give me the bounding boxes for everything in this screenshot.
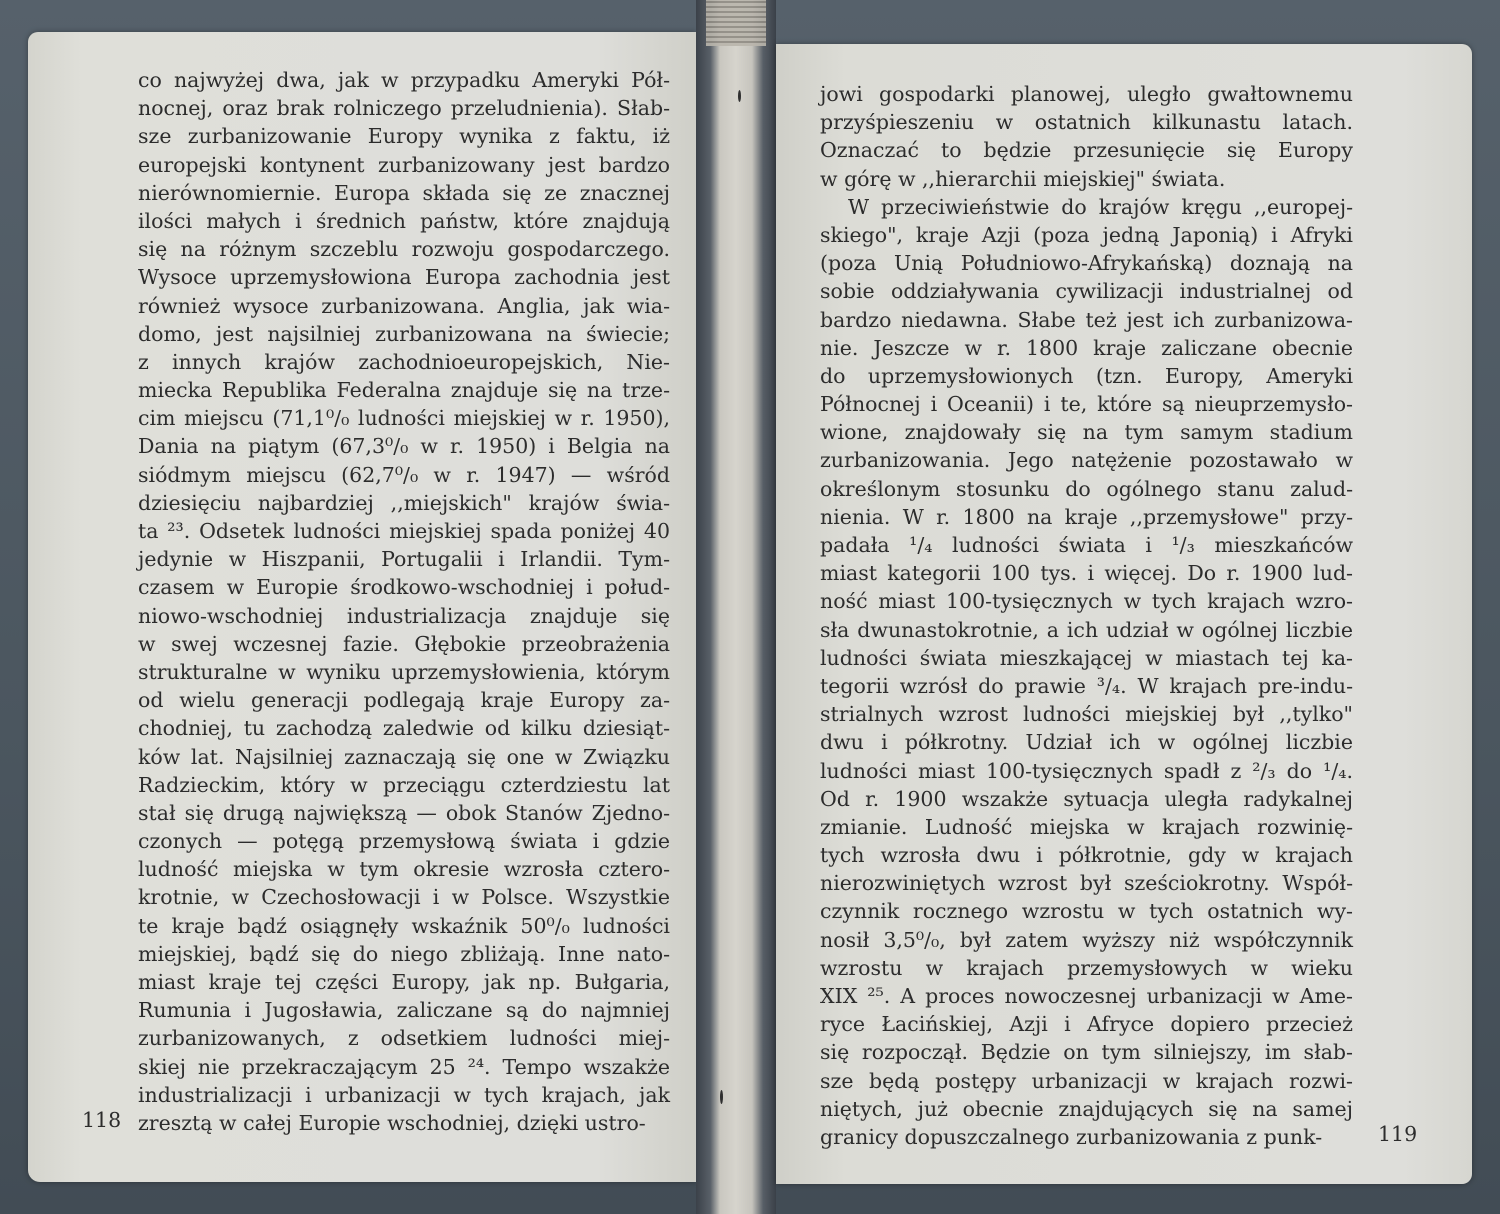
right-page-text-line: Północnej i Oceanii) i te, które są nieuprzemysło- [820, 392, 1353, 417]
left-page-text-line: te kraje bądź osiągnęły wskaźnik 50⁰/₀ ludności [138, 913, 670, 938]
left-page-text-line: siódmym miejscu (62,7⁰/₀ w r. 1947) — wśród [138, 462, 670, 487]
right-page-text-line: ność miast 100-tysięcznych w tych krajach wzro- [820, 589, 1353, 614]
right-page-text-line: do uprzemysłowionych (tzn. Europy, Ameryki [820, 363, 1353, 388]
left-page-text-line: cim miejscu (71,1⁰/₀ ludności miejskiej w r. 1950), [138, 406, 670, 431]
left-page-text-line: miast kraje tej części Europy, jak np. Bułgaria, [138, 970, 670, 994]
left-page-text-line: również wysoce zurbanizowana. Anglia, jak wia- [138, 293, 670, 318]
right-page-text-line: ryce Łacińskiej, Azji i Afryce dopiero przecież [820, 1012, 1353, 1037]
right-page-text-line: Oznaczać to będzie przesunięcie się Europy [820, 138, 1353, 163]
book-spine [696, 0, 776, 1214]
right-page-text-line: tych wzrosła dwu i półkrotnie, gdy w krajach [820, 843, 1353, 868]
right-page-text-line: (poza Unią Południowo-Afrykańską) doznają na [820, 251, 1353, 276]
left-page-text-line: zresztą w całej Europie wschodniej, dzięki ustro- [138, 1110, 646, 1135]
left-page-text-line: krotnie, w Czechosłowacji i w Polsce. Wszystkie [138, 885, 670, 910]
right-page-text-line: bardzo niedawna. Słabe też jest ich zurbanizowa- [820, 307, 1353, 332]
left-page-text-line: miejskiej, bądź się do niego zbliżają. Inne nato- [138, 941, 670, 966]
spine-mark [738, 90, 741, 102]
right-page-text-line: określonym stosunku do ogólnego stanu zalud- [820, 476, 1353, 501]
right-page-text-line: w górę w ,,hierarchii miejskiej" świata. [820, 166, 1226, 191]
right-page-text-line: miast kategorii 100 tys. i więcej. Do r. 1900 lud- [820, 561, 1353, 586]
left-page-text-line: zurbanizowanych, z odsetkiem ludności miej- [138, 1026, 670, 1051]
left-page-text-line: co najwyżej dwa, jak w przypadku Ameryki Pół- [138, 68, 670, 92]
right-page-text-line: jowi gospodarki planowej, uległo gwałtownemu [820, 82, 1353, 106]
right-page-text-line: zmianie. Ludność miejska w krajach rozwinię- [820, 814, 1353, 839]
right-page-text-line: wzrostu w krajach przemysłowych w wieku [820, 955, 1353, 980]
left-page-text-line: stał się drugą największą — obok Stanów Zjedno- [138, 800, 670, 825]
left-page-text-line: miecka Republika Federalna znajduje się na trze- [138, 378, 670, 403]
right-page-text-line: niętych, już obecnie znajdujących się na samej [820, 1096, 1353, 1121]
right-page-text-line: strialnych wzrost ludności miejskiej był ,,tylko" [820, 702, 1353, 727]
left-page-text-line: z innych krajów zachodnioeuropejskich, Nie- [138, 349, 670, 374]
left-page-text-line: strukturalne w wyniku uprzemysłowienia, którym [138, 659, 670, 684]
right-page-text-line: nosił 3,5⁰/₀, był zatem wyższy niż współczynnik [820, 927, 1353, 952]
left-page-text-column [138, 66, 670, 1137]
left-page-number: 118 [82, 1108, 122, 1132]
right-page-text-line: sze będą postępy urbanizacji w krajach rozwi- [820, 1068, 1353, 1093]
right-page-text-line: nienia. W r. 1800 na kraje ,,przemysłowe" przy- [820, 504, 1353, 529]
left-page-text-line: nierównomiernie. Europa składa się ze znacznej [138, 180, 670, 205]
right-page-text-line: ludności świata mieszkającej w miastach tej ka- [820, 645, 1353, 670]
left-page-text-line: w swej wczesnej fazie. Głębokie przeobrażenia [138, 631, 670, 656]
left-page-text-line: czonych — potęgą przemysłową świata i gdzie [138, 829, 670, 854]
left-page-text-line: niowo-wschodniej industrializacja znajduje się [138, 603, 670, 628]
left-page-text-line: ków lat. Najsilniej zaznaczają się one w Związku [138, 744, 670, 769]
left-page-text-line: ta ²³. Odsetek ludności miejskiej spada poniżej 40 [138, 519, 670, 543]
left-page-text-line: się na różnym szczeblu rozwoju gospodarczego. [138, 237, 670, 262]
right-page-text-line: sobie oddziaływania cywilizacji industrialnej od [820, 279, 1353, 304]
right-page-text-line: skiego", kraje Azji (poza jedną Japonią) i Afryki [820, 222, 1353, 247]
right-page-text-line: ludności miast 100-tysięcznych spadł z ²/₃ do ¹/₄. [820, 758, 1353, 783]
right-page-text-line: dwu i półkrotny. Udział ich w ogólnej liczbie [820, 730, 1353, 755]
right-page-text-line: sła dwunastokrotnie, a ich udział w ogólnej liczbie [820, 617, 1353, 642]
left-page-text-line: Wysoce uprzemysłowiona Europa zachodnia jest [138, 265, 670, 290]
left-page-text-line: Dania na piątym (67,3⁰/₀ w r. 1950) i Belgia na [138, 434, 670, 459]
left-page-text-line: dziesięciu najbardziej ,,miejskich" krajów świa- [138, 490, 670, 515]
left-page-text-line: nocnej, oraz brak rolniczego przeludnienia). Słab- [138, 96, 670, 121]
right-page-text-line: tegorii wzrósł do prawie ³/₄. W krajach pre-indu- [820, 673, 1353, 698]
left-page-text-line: chodniej, tu zachodzą zaledwie od kilku dziesiąt- [138, 716, 670, 741]
left-page-text-line: ludność miejska w tym okresie wzrosła cztero- [138, 857, 670, 882]
spine-mark [720, 1090, 723, 1104]
right-page-text-line: zurbanizowania. Jego natężenie pozostawało w [820, 448, 1353, 473]
right-page-text-line: czynnik rocznego wzrostu w tych ostatnich wy- [820, 899, 1353, 924]
left-page-text-line: od wielu generacji podlegają kraje Europy za- [138, 688, 670, 713]
right-page-text-line: granicy dopuszczalnego zurbanizowania z punk- [820, 1124, 1323, 1149]
right-page-text-line: nie. Jeszcze w r. 1800 kraje zaliczane obecnie [820, 335, 1353, 360]
right-page-text-line: XIX ²⁵. A proces nowoczesnej urbanizacji w Ame- [820, 984, 1353, 1008]
left-page-text-line: domo, jest najsilniej zurbanizowana na świecie; [138, 321, 670, 346]
right-page-text-line: przyśpieszeniu w ostatnich kilkunastu latach. [820, 110, 1353, 135]
left-page-text-line: sze zurbanizowanie Europy wynika z faktu, iż [138, 124, 670, 149]
right-page-number: 119 [1378, 1122, 1418, 1146]
right-page-text-column [820, 80, 1353, 1151]
right-page-text-line: padała ¹/₄ ludności świata i ¹/₃ mieszkańców [820, 533, 1353, 557]
left-page-text-line: jedynie w Hiszpanii, Portugalii i Irlandii. Tym- [138, 547, 670, 572]
right-page-text-line: nierozwiniętych wzrost był sześciokrotny. Współ- [820, 871, 1353, 896]
right-page-text-line: wione, znajdowały się na tym samym stadium [820, 420, 1353, 445]
left-page-text-line: industrializacji i urbanizacji w tych krajach, jak [138, 1082, 670, 1107]
spine-binding-thread [706, 0, 766, 46]
right-page-text-line: W przeciwieństwie do krajów kręgu ,,europej- [848, 194, 1353, 219]
right-page-text-line: się rozpoczął. Będzie on tym silniejszy, im słab- [820, 1040, 1353, 1065]
left-page-text-line: Radzieckim, który w przeciągu czterdziestu lat [138, 772, 670, 797]
right-page-text-line: Od r. 1900 wszakże sytuacja uległa radykalnej [820, 786, 1353, 811]
left-page-text-line: ilości małych i średnich państw, które znajdują [138, 208, 670, 233]
left-page-text-line: skiej nie przekraczającym 25 ²⁴. Tempo wszakże [138, 1054, 670, 1079]
left-page-text-line: czasem w Europie środkowo-wschodniej i połud- [138, 575, 670, 600]
left-page-text-line: Rumunia i Jugosławia, zaliczane są do najmniej [138, 998, 670, 1023]
left-page-text-line: europejski kontynent zurbanizowany jest bardzo [138, 152, 670, 177]
